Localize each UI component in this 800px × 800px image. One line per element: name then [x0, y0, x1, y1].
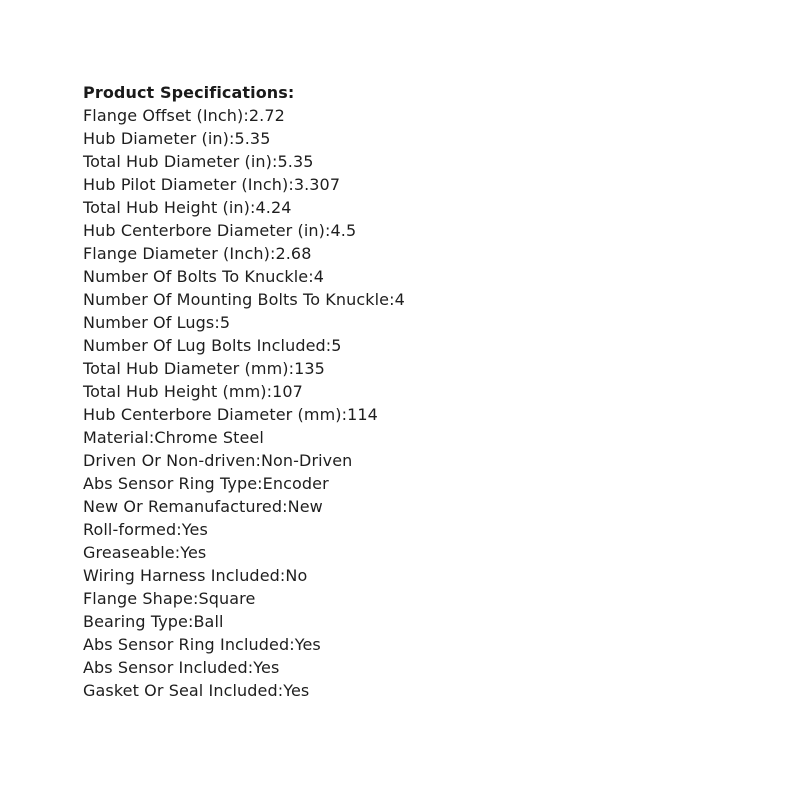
- spec-row: [83, 587, 743, 610]
- spec-separator: :: [325, 336, 332, 355]
- spec-value: Yes: [253, 658, 280, 677]
- spec-value: Yes: [181, 520, 208, 539]
- spec-row: [83, 495, 743, 518]
- spec-separator: :: [214, 313, 220, 332]
- spec-separator: :: [255, 451, 261, 470]
- spec-label: Flange Diameter (Inch): [83, 244, 270, 263]
- spec-label: Wiring Harness Included: [83, 566, 280, 585]
- spec-separator: :: [282, 497, 288, 516]
- spec-separator: :: [192, 589, 199, 608]
- spec-row: [83, 334, 743, 357]
- spec-row: [83, 104, 743, 127]
- spec-row: [83, 449, 743, 472]
- spec-label: Flange Offset (Inch): [83, 106, 244, 125]
- spec-label: Abs Sensor Included: [83, 658, 248, 677]
- spec-separator: :: [174, 543, 181, 562]
- spec-separator: :: [341, 405, 348, 424]
- spec-value: 3.307: [293, 175, 341, 194]
- spec-value: Ball: [193, 612, 224, 631]
- spec-value: New: [287, 497, 323, 516]
- spec-label: Total Hub Diameter (mm): [83, 359, 289, 378]
- spec-label: Gasket Or Seal Included: [83, 681, 278, 700]
- spec-row: [83, 150, 743, 173]
- spec-row: [83, 196, 743, 219]
- spec-row: [83, 380, 743, 403]
- spec-value: 4.24: [255, 198, 292, 217]
- spec-label: Number Of Lug Bolts Included: [83, 336, 326, 355]
- spec-value: 2.72: [248, 106, 285, 125]
- spec-separator: :: [247, 658, 254, 677]
- product-specifications-title: Product Specifications:: [83, 83, 295, 102]
- spec-label: Abs Sensor Ring Type: [83, 474, 258, 493]
- spec-value: 4: [313, 267, 325, 286]
- spec-value: Square: [198, 589, 256, 608]
- spec-row: [83, 219, 743, 242]
- spec-value: 107: [272, 382, 303, 401]
- spec-value: 135: [294, 359, 325, 378]
- spec-separator: :: [389, 290, 395, 309]
- spec-row: [83, 656, 743, 679]
- spec-label: Roll-formed: [83, 520, 177, 539]
- spec-row: [83, 403, 743, 426]
- spec-value: 5.35: [234, 129, 271, 148]
- spec-label: Total Hub Diameter (in): [83, 152, 273, 171]
- spec-separator: :: [325, 221, 331, 240]
- spec-label: Abs Sensor Ring Included: [83, 635, 290, 654]
- spec-label: Material: [83, 428, 149, 447]
- spec-value: 2.68: [275, 244, 312, 263]
- spec-label: Number Of Lugs: [83, 313, 215, 332]
- spec-row: [83, 633, 743, 656]
- spec-row: [83, 127, 743, 150]
- spec-separator: :: [308, 267, 314, 286]
- spec-value: 5: [331, 336, 342, 355]
- spec-separator: :: [277, 681, 284, 700]
- spec-separator: :: [266, 382, 273, 401]
- spec-row: [83, 564, 743, 587]
- spec-label: Bearing Type: [83, 612, 188, 631]
- spec-row: [83, 173, 743, 196]
- spec-value: Yes: [294, 635, 321, 654]
- spec-row: [83, 541, 743, 564]
- spec-value: Yes: [180, 543, 207, 562]
- spec-label: Total Hub Height (mm): [83, 382, 267, 401]
- spec-value: 4.5: [330, 221, 357, 240]
- spec-separator: :: [228, 129, 235, 148]
- spec-row: [83, 518, 743, 541]
- spec-row: [83, 610, 743, 633]
- spec-separator: :: [288, 359, 295, 378]
- spec-separator: :: [148, 428, 155, 447]
- spec-separator: :: [269, 244, 276, 263]
- spec-value: 4: [394, 290, 405, 309]
- spec-value: 5: [219, 313, 231, 332]
- spec-separator: :: [243, 106, 249, 125]
- spec-label: New Or Remanufactured: [83, 497, 283, 516]
- spec-separator: :: [272, 152, 278, 171]
- spec-row: [83, 679, 743, 702]
- spec-value: 114: [347, 405, 378, 424]
- spec-list: [83, 104, 743, 702]
- spec-value: Chrome Steel: [154, 428, 264, 447]
- spec-label: Driven Or Non-driven: [83, 451, 256, 470]
- spec-row: [83, 357, 743, 380]
- spec-row: [83, 288, 743, 311]
- spec-label: Hub Diameter (in): [83, 129, 229, 148]
- spec-value: 5.35: [277, 152, 314, 171]
- spec-row: [83, 242, 743, 265]
- spec-label: Greaseable: [83, 543, 175, 562]
- spec-label: Number Of Mounting Bolts To Knuckle: [83, 290, 390, 309]
- spec-value: Yes: [283, 681, 310, 700]
- spec-label: Number Of Bolts To Knuckle: [83, 267, 309, 286]
- spec-separator: :: [250, 198, 256, 217]
- product-specifications-panel: [83, 81, 743, 702]
- spec-value: Encoder: [262, 474, 329, 493]
- spec-row: [83, 472, 743, 495]
- spec-value: No: [285, 566, 308, 585]
- spec-label: Hub Pilot Diameter (Inch): [83, 175, 289, 194]
- spec-separator: :: [257, 474, 263, 493]
- spec-separator: :: [288, 175, 294, 194]
- spec-row: [83, 311, 743, 334]
- spec-separator: :: [289, 635, 295, 654]
- spec-separator: :: [187, 612, 194, 631]
- spec-label: Flange Shape: [83, 589, 193, 608]
- spec-separator: :: [279, 566, 286, 585]
- spec-separator: :: [176, 520, 182, 539]
- spec-label: Total Hub Height (in): [83, 198, 251, 217]
- spec-row: [83, 426, 743, 449]
- spec-value: Non-Driven: [260, 451, 353, 470]
- spec-row: [83, 265, 743, 288]
- spec-label: Hub Centerbore Diameter (in): [83, 221, 326, 240]
- spec-label: Hub Centerbore Diameter (mm): [83, 405, 342, 424]
